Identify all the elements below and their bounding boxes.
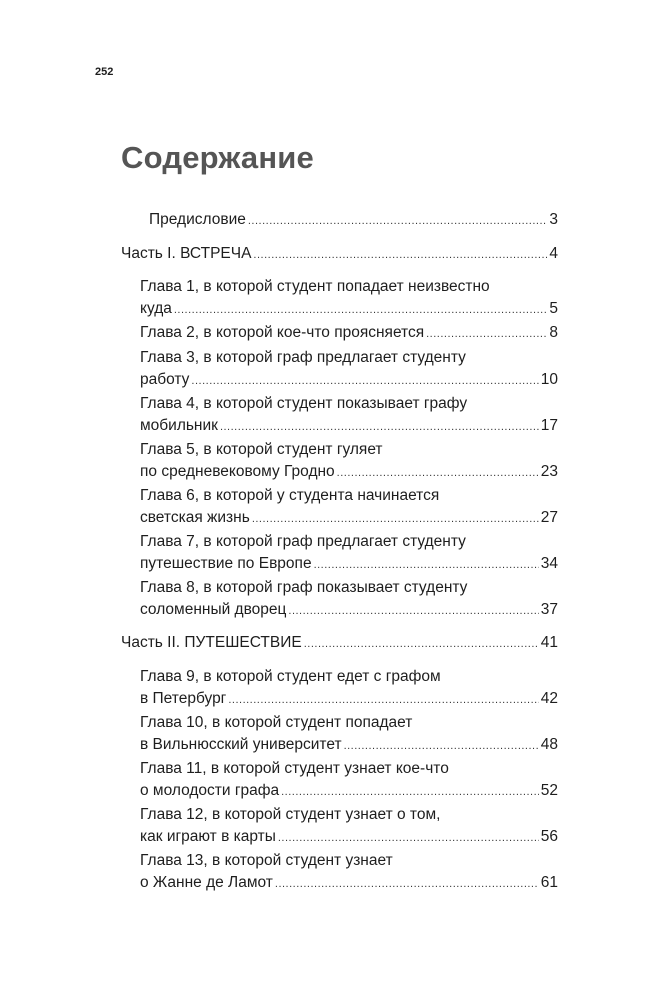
toc-entry-chapter-2[interactable] bbox=[140, 322, 558, 345]
toc-entry-chapter-1[interactable] bbox=[140, 276, 558, 321]
toc-entry-chapter-3[interactable] bbox=[140, 347, 558, 392]
dot-leader bbox=[253, 244, 547, 266]
toc-entry-label: Глава 1, в которой студент попадает неизвестно bbox=[140, 278, 490, 295]
toc-entry-label: Глава 10, в которой студент попадает bbox=[140, 714, 413, 731]
toc-page-number: 10 bbox=[540, 371, 558, 388]
dot-leader bbox=[304, 633, 539, 655]
toc-entry-label: Глава 9, в которой студент едет с графом bbox=[140, 668, 441, 685]
toc-entry-label: Глава 12, в которой студент узнает о том, bbox=[140, 806, 441, 823]
toc-entry-label: Глава 8, в которой граф показывает студенту bbox=[140, 579, 468, 596]
toc-entry-label-cont: как играют в карты bbox=[140, 828, 276, 845]
toc-entry-label: Глава 5, в которой студент гуляет bbox=[140, 441, 383, 458]
toc-entry-label-cont: о молодости графа bbox=[140, 782, 280, 799]
toc-entry-label-cont: по средневековому Гродно bbox=[140, 463, 335, 480]
dot-leader bbox=[252, 508, 539, 530]
toc-entry-chapter-6[interactable] bbox=[140, 485, 558, 530]
toc-entry-label: Глава 3, в которой граф предлагает студенту bbox=[140, 349, 466, 366]
dot-leader bbox=[278, 827, 539, 849]
toc-entry-label: Глава 2, в которой кое-что проясняется bbox=[140, 324, 425, 341]
toc-entry-chapter-13[interactable] bbox=[140, 850, 558, 895]
toc-page-number: 61 bbox=[540, 874, 558, 891]
toc-page-number: 17 bbox=[540, 417, 558, 434]
toc-entry-label-cont: куда bbox=[140, 300, 172, 317]
toc-entry-label-cont: работу bbox=[140, 371, 190, 388]
toc-entry-label-cont: о Жанне де Ламот bbox=[140, 874, 273, 891]
dot-leader bbox=[314, 554, 539, 576]
toc-entry-label-cont: в Вильнюсский университет bbox=[140, 736, 342, 753]
dot-leader bbox=[220, 416, 539, 438]
toc-entry-chapter-8[interactable] bbox=[140, 577, 558, 622]
toc-entry-part-2[interactable] bbox=[121, 632, 558, 655]
dot-leader bbox=[174, 299, 548, 321]
toc-entry-label: Глава 13, в которой студент узнает bbox=[140, 852, 393, 869]
toc-entry-label: Глава 7, в которой граф предлагает студенту bbox=[140, 533, 466, 550]
toc-entry-chapter-9[interactable] bbox=[140, 666, 558, 711]
toc-page-number: 34 bbox=[540, 555, 558, 572]
page-title: Содержание bbox=[121, 140, 314, 175]
dot-leader bbox=[191, 370, 538, 392]
toc-page-number: 4 bbox=[549, 245, 558, 262]
toc-page-number: 27 bbox=[540, 509, 558, 526]
toc-page-number: 56 bbox=[540, 828, 558, 845]
dot-leader bbox=[275, 873, 539, 895]
page-number: 252 bbox=[95, 66, 114, 78]
toc-entry-chapter-11[interactable] bbox=[140, 758, 558, 803]
toc-entry-chapter-4[interactable] bbox=[140, 393, 558, 438]
dot-leader bbox=[426, 323, 547, 345]
toc-entry-chapter-5[interactable] bbox=[140, 439, 558, 484]
dot-leader bbox=[228, 689, 538, 711]
dot-leader bbox=[344, 735, 539, 757]
toc-page-number: 48 bbox=[540, 736, 558, 753]
dot-leader bbox=[281, 781, 539, 803]
toc-entry-label: Часть II. ПУТЕШЕСТВИЕ bbox=[121, 634, 302, 651]
toc-entry-label: Часть I. ВСТРЕЧА bbox=[121, 245, 252, 262]
dot-leader bbox=[337, 462, 539, 484]
dot-leader bbox=[248, 210, 548, 232]
dot-leader bbox=[288, 600, 538, 622]
toc-entry-part-1[interactable] bbox=[121, 243, 558, 266]
toc-page-number: 3 bbox=[549, 211, 558, 228]
toc-page-number: 41 bbox=[540, 634, 558, 651]
toc-page-number: 52 bbox=[540, 782, 558, 799]
toc-entry-label: Глава 11, в которой студент узнает кое-что bbox=[140, 760, 449, 777]
toc-entry-label-cont: в Петербург bbox=[140, 690, 227, 707]
toc-page-number: 8 bbox=[549, 324, 558, 341]
toc-entry-chapter-10[interactable] bbox=[140, 712, 558, 757]
toc-entry-label-cont: путешествие по Европе bbox=[140, 555, 312, 572]
toc-entry-label: Глава 4, в которой студент показывает графу bbox=[140, 395, 468, 412]
toc-entry-preface[interactable] bbox=[149, 209, 558, 232]
toc-entry-label-cont: светская жизнь bbox=[140, 509, 250, 526]
toc-page-number: 23 bbox=[540, 463, 558, 480]
toc-page-number: 42 bbox=[540, 690, 558, 707]
toc-page-number: 5 bbox=[549, 300, 558, 317]
toc-entry-label: Глава 6, в которой у студента начинается bbox=[140, 487, 440, 504]
toc-entry-label-cont: мобильник bbox=[140, 417, 218, 434]
toc-entry-label-cont: соломенный дворец bbox=[140, 601, 287, 618]
toc-page-number: 37 bbox=[540, 601, 558, 618]
toc-entry-label: Предисловие bbox=[149, 211, 246, 228]
toc-entry-chapter-7[interactable] bbox=[140, 531, 558, 576]
toc-entry-chapter-12[interactable] bbox=[140, 804, 558, 849]
